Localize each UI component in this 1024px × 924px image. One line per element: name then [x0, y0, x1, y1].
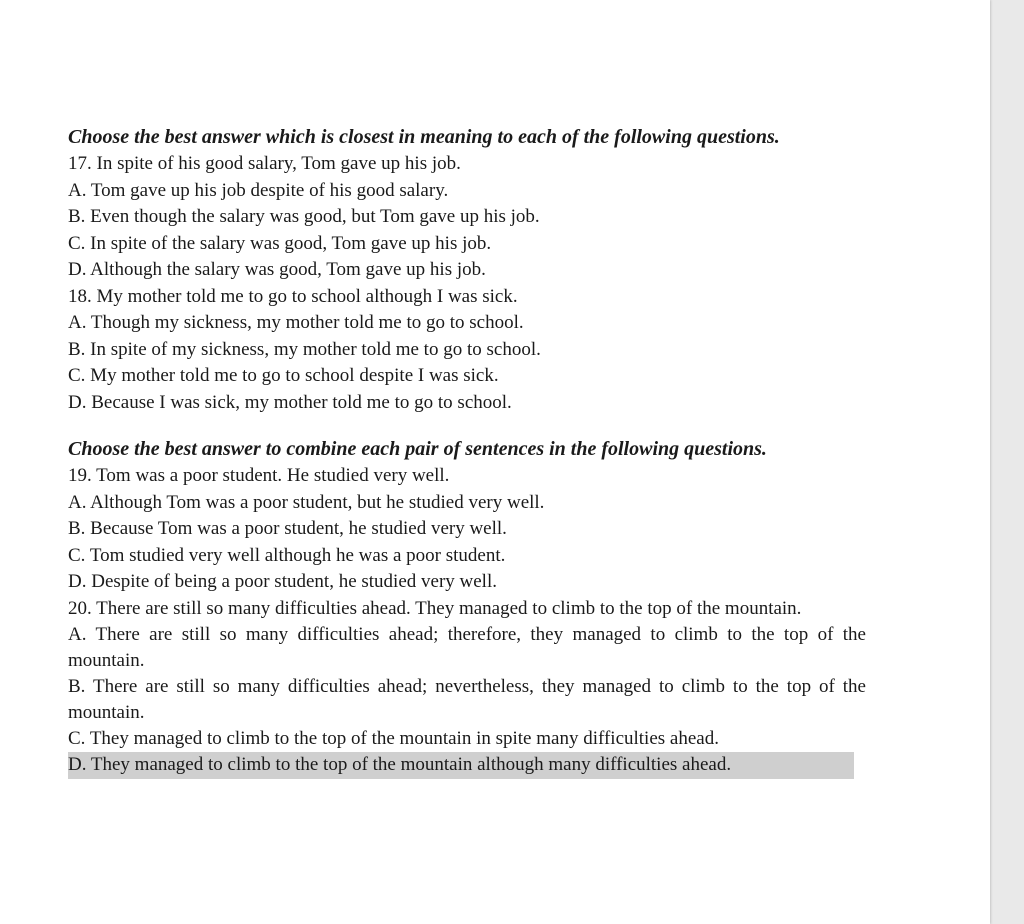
question-20-option-c: C. They managed to climb to the top of the mountain in spite many difficulties ahead. — [68, 727, 719, 749]
question-18-stem: 18. My mother told me to go to school although I was sick. — [68, 285, 518, 307]
section-combine-sentences — [66, 436, 866, 779]
question-19-option-a: A. Although Tom was a poor student, but he studied very well. — [68, 491, 545, 513]
section-spacer — [66, 426, 866, 436]
section-heading: Choose the best answer to combine each pair of sentences in the following questions. — [68, 438, 767, 460]
question-17-option-c: C. In spite of the salary was good, Tom gave up his job. — [68, 232, 492, 254]
question-18-option-d: D. Because I was sick, my mother told me to go to school. — [68, 391, 512, 413]
document-content — [66, 124, 866, 789]
question-17-stem: 17. In spite of his good salary, Tom gave up his job. — [68, 153, 461, 174]
question-20-stem: 20. There are still so many difficulties ahead. They managed to climb to the top of the mountain. — [68, 597, 802, 619]
question-17-option-b: B. Even though the salary was good, but Tom gave up his job. — [68, 206, 540, 227]
question-20-option-a: A. There are still so many difficulties ahead; therefore, they managed to climb to the top of the mountain. — [68, 623, 866, 671]
question-17-option-d: D. Although the salary was good, Tom gave up his job. — [68, 259, 486, 280]
question-18-option-c: C. My mother told me to go to school despite I was sick. — [68, 365, 499, 386]
question-18-option-b: B. In spite of my sickness, my mother told me to go to school. — [68, 338, 541, 360]
question-20-option-d — [66, 752, 866, 779]
question-20-option-b: B. There are still so many difficulties ahead; nevertheless, they managed to climb to the top of the mountain. — [68, 675, 866, 723]
highlighted-selection: D. They managed to climb to the top of the mountain although many difficulties ahead. — [68, 752, 854, 779]
question-17-option-a: A. Tom gave up his job despite of his good salary. — [68, 179, 449, 201]
section-heading: Choose the best answer which is closest in meaning to each of the following questions. — [68, 126, 780, 148]
question-19-stem: 19. Tom was a poor student. He studied very well. — [68, 465, 450, 486]
section-closest-meaning — [66, 124, 866, 416]
question-18-option-a: A. Though my sickness, my mother told me to go to school. — [68, 312, 524, 333]
question-19-option-d: D. Despite of being a poor student, he studied very well. — [68, 571, 497, 592]
question-19-option-b: B. Because Tom was a poor student, he studied very well. — [68, 518, 507, 539]
question-19-option-c: C. Tom studied very well although he was a poor student. — [68, 544, 506, 566]
